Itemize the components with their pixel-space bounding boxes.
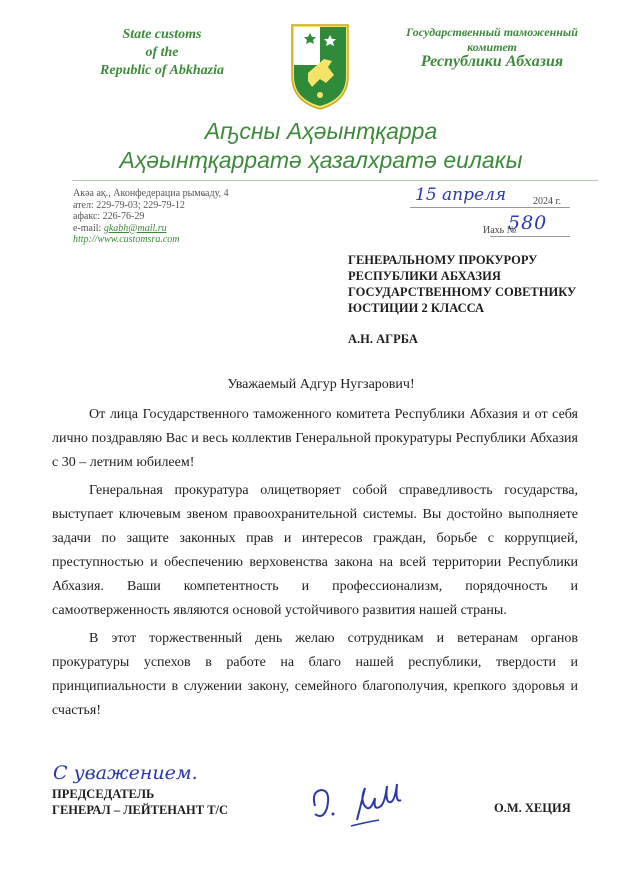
contact-block: [73, 188, 229, 246]
body-paragraph: В этот торжественный день желаю сотрудникам и ветеранам органов прокуратуры успехов в работе на благо нашей республики, твердости и принципиальности в служении закону, семейного благополучия, крепкого здоровья и счастья!: [52, 631, 578, 718]
addressee-line: ГЕНЕРАЛЬНОМУ ПРОКУРОРУ: [348, 253, 538, 267]
header-divider: [72, 180, 598, 181]
letter-body: [52, 403, 578, 727]
addressee-line: РЕСПУБЛИКИ АБХАЗИЯ: [348, 269, 501, 283]
signer-position-line: ГЕНЕРАЛ – ЛЕЙТЕНАНТ Т/С: [52, 803, 229, 817]
signer-name: О.М. ХЕЦИЯ: [494, 801, 571, 815]
number-label: Иахь №: [483, 225, 517, 236]
signer-position-line: ПРЕДСЕДАТЕЛЬ: [52, 787, 155, 801]
header-ru-line: комитет: [467, 40, 517, 54]
date-handwritten: 15 апреля: [415, 185, 507, 205]
header-ru-big: Республики Абхазия: [420, 53, 564, 70]
contact-website-link[interactable]: http://www.customsra.com: [73, 234, 180, 245]
signer-position: [52, 786, 228, 818]
header-en-line: Republic of Abkhazia: [100, 63, 224, 78]
body-paragraph: Генеральная прокуратура олицетворяет собой справедливость государства, выступает ключевым звеном правоохранительной системы. Вы достойно выполняете задачи по защите законных прав и интересов граждан, борьбе с коррупцией, преступностью и обеспечению верховенства закона на всей территории Республики Абхазия. Ваши компетентность и профессионализм, порядочность и самоотверженность являются основой устойчивого развития нашей страны.: [52, 483, 578, 618]
addressee-line: ЮСТИЦИИ 2 КЛАССА: [348, 301, 485, 315]
contact-fax: афакс: 226-76-29: [73, 211, 145, 222]
header-en-line: State customs: [122, 27, 202, 42]
header-en-line: of the: [145, 45, 179, 60]
date-underline: [410, 207, 570, 208]
letter-greeting: Уважаемый Адгур Нугзарович!: [227, 377, 415, 392]
contact-phone: ател: 229-79-03; 229-79-12: [73, 199, 185, 211]
number-underline: [490, 236, 570, 237]
header-abkhaz-line2: Аҳәынҭқарратә ҳазалхратә еилакы: [119, 147, 523, 173]
body-paragraph: От лица Государственного таможенного комитета Республики Абхазия и от себя лично поздравляю Вас и весь коллектив Генеральной прокуратуры Республики Абхазия с 30 – летним юбилеем!: [52, 407, 578, 470]
contact-address: Акәа ақ., Аконфедерациа рымҩаду, 4: [73, 188, 229, 199]
header-ru-small: [382, 25, 602, 55]
date-year: 2024 г.: [533, 196, 561, 207]
handwritten-signature: [307, 774, 407, 834]
header-en: [72, 26, 252, 80]
header-ru-line: Государственный таможенный: [406, 25, 578, 39]
coat-of-arms-emblem: [290, 21, 350, 111]
addressee-block: [348, 252, 618, 316]
contact-email-label: e-mail:: [73, 222, 104, 234]
contact-email-link[interactable]: gkabh@mail.ru: [103, 222, 167, 234]
contact-email-row: [73, 223, 229, 235]
header-abkhaz-line1: Аҧсны Аҳәынҭқарра: [204, 118, 438, 144]
number-handwritten: 580: [508, 212, 548, 234]
addressee-name: А.Н. АГРБА: [348, 332, 418, 346]
regards-handwritten: С уважением.: [53, 762, 198, 784]
addressee-line: ГОСУДАРСТВЕННОМУ СОВЕТНИКУ: [348, 285, 577, 299]
